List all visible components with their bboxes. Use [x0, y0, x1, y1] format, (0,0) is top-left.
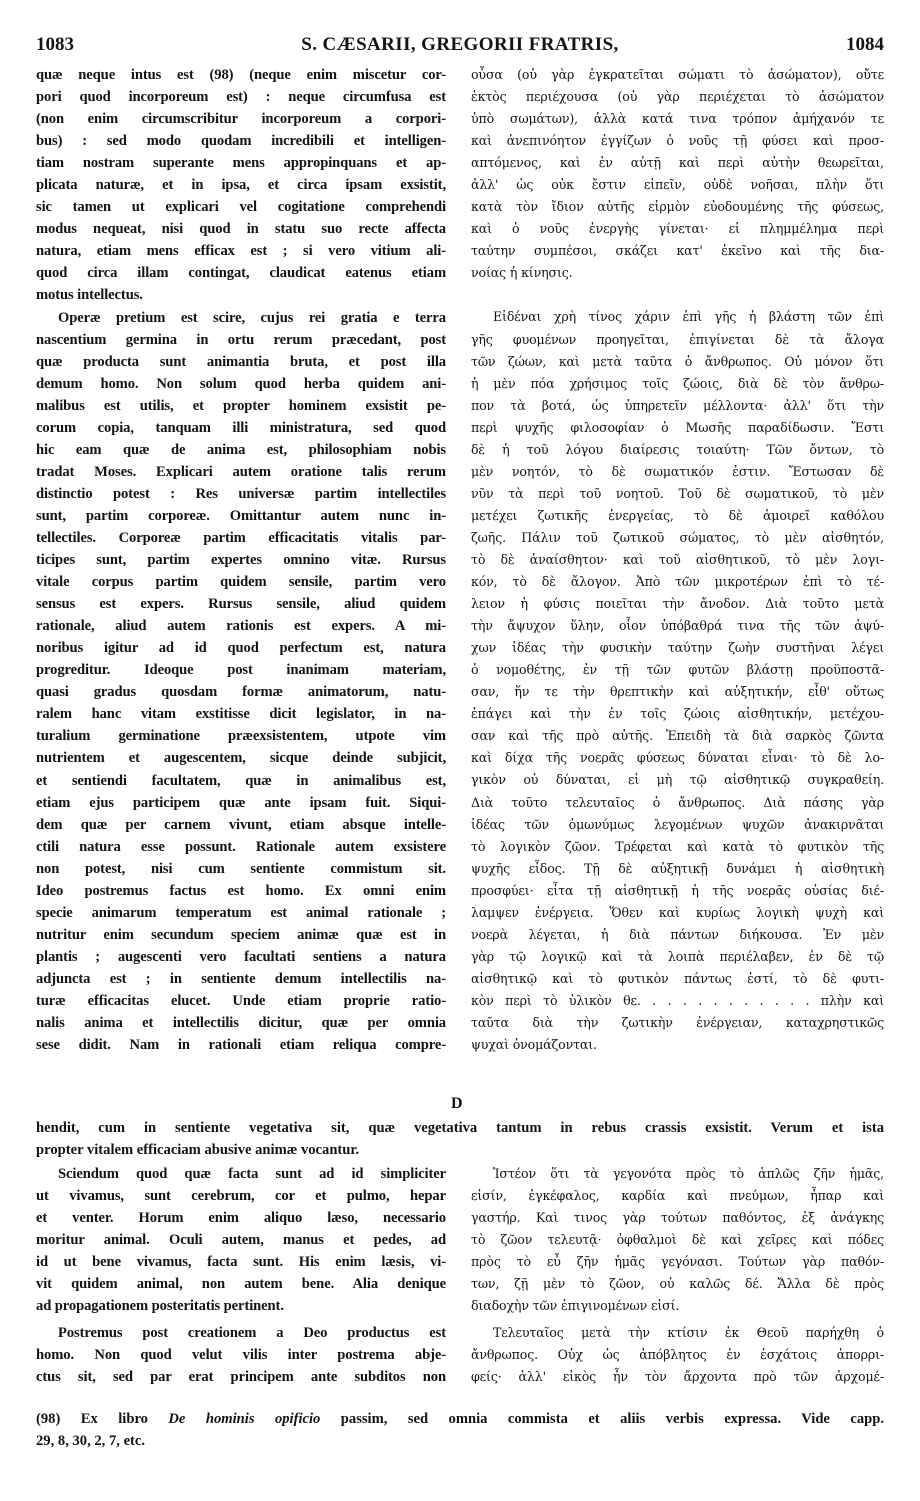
greek-line: δὲ ἡ τοῦ λόγου διαίρεσις τοιαύτη· Τῶν ὄντων, τὸ [471, 441, 884, 457]
latin-line: ut vivamus, sunt cerebrum, cor et pulmo, hepar [36, 1188, 446, 1205]
greek-line: νῦν τὰ περὶ τοῦ νοητοῦ. Τοῦ δὲ σωματικοῦ, τὸ μὲν [471, 485, 884, 501]
greek-line: ψυχαὶ ὀνομάζονται. [471, 1037, 597, 1053]
latin-line: nutrientem et augescentem, sicque deinde subjicit, [36, 750, 446, 767]
greek-line: ὑπὸ σωμάτων), ἀλλὰ κατά τινα τρόπον ἀμήχανόν τε [471, 111, 884, 127]
footnote-text-a: (98) Ex libro [36, 1411, 169, 1427]
latin-line: ad propagationem posteritatis pertinent. [36, 1298, 284, 1315]
latin-line: plicata naturæ, et in ipsa, et circa ipsam exsistit, [36, 177, 446, 194]
greek-line: φείς· ἀλλ' εἰκὸς ἦν τὸν ἄρχοντα πρὸ τῶν ἀρχομέ- [471, 1369, 884, 1385]
footnote-book-title: De hominis opificio [168, 1411, 321, 1427]
latin-line: corum copia, tanquam illi ministratura, sed quod [36, 419, 446, 436]
greek-line: εἰσίν, ἐγκέφαλος, καρδία καὶ πνεύμων, ἧπαρ καὶ [471, 1188, 884, 1204]
latin-line: specie animarum temperatum est animal rationale ; [36, 904, 446, 921]
greek-line: τὸ δὲ ἀναίσθητον· καὶ τοῦ αἰσθητικοῦ, τὸ μὲν λογι- [471, 551, 884, 567]
latin-line: quasi gradus quosdam formæ animatorum, natu- [36, 684, 446, 701]
latin-line: Operæ pretium est scire, cujus rei gratia e terra [58, 309, 446, 326]
footnote-text-b: passim, sed omnia commista et aliis verbis expressa. Vide capp. [320, 1411, 884, 1427]
page-header [36, 34, 884, 58]
latin-line: et venter. Horum enim aliquo læso, necessario [36, 1210, 446, 1227]
latin-line: plantis ; augescenti vero facultati sentiens a natura [36, 948, 446, 965]
latin-column [36, 64, 446, 1056]
greek-line: ψυχῆς εἶδος. Τῇ δὲ αὐξητικῇ δυνάμει ἡ αἰσθητικὴ [471, 860, 884, 876]
greek-line: κὸν περὶ τὸ ὑλικὸν θε. . . . . . . . . . . . πλὴν καὶ [471, 992, 884, 1008]
greek-line: τὴν ἄψυχον ὕλην, οἷον ὑπόβαθρά τινα τῆς τῶν ἀψύ- [471, 618, 884, 634]
latin-spanning-lines [36, 1117, 884, 1161]
spanning-line: propter vitalem efficaciam abusive animæ vocantur. [36, 1142, 360, 1158]
greek-line: ἰδέας τῶν ὁμωνύμως λεγομένων ψυχῶν ἀνακιρνᾶται [471, 816, 884, 832]
latin-line: Postremus post creationem a Deo productus est [58, 1325, 446, 1342]
latin-line: tellectiles. Corporeæ partim efficacitatis vitalis par- [36, 529, 446, 546]
greek-line: ὁ νομοθέτης, ἐν τῇ τῶν φυτῶν βλάστῃ προϋποστᾶ- [471, 662, 884, 678]
latin-line: motus intellectus. [36, 287, 143, 304]
footnote-line-1 [36, 1408, 884, 1430]
greek-line: τῶν ζώων, καὶ μετὰ ταῦτα ὁ ἄνθρωπος. Οὐ μόνον ὅτι [471, 353, 884, 369]
footnote-line-2: 29, 8, 30, 2, 7, etc. [36, 1433, 146, 1449]
greek-line: των, ζῇ μὲν τὸ ζῶον, οὐ καλῶς δέ. Ἄλλα δὲ πρὸς [471, 1276, 884, 1292]
latin-line: tradat Moses. Explicari autem oratione talis rerum [36, 463, 446, 480]
latin-line: vitale corpus partim quidem sensile, partim vero [36, 574, 446, 591]
latin-line: noribus igitur ad id quod perfectum est, natura [36, 640, 446, 657]
greek-line: λειον ἡ φύσις ποιεῖται τὴν ἄνοδον. Διὰ τοῦτο μετὰ [471, 596, 884, 612]
page-number-right: 1084 [846, 34, 884, 55]
greek-line: πρὸς τὸ εὖ ζῆν ἡμᾶς γεγόνασι. Τούτων γὰρ παθόν- [471, 1254, 884, 1270]
latin-line: quod circa illam contingat, claudicat eatenus etiam [36, 265, 446, 282]
greek-line: ζωῆς. Πάλιν τοῦ ζωτικοῦ σώματος, τὸ μὲν αἰσθητόν, [471, 529, 884, 545]
greek-line: Τελευταῖος μετὰ τὴν κτίσιν ἐκ Θεοῦ παρήχθη ὁ [493, 1325, 884, 1341]
latin-line: homo. Non quod velut vilis inter postrema abje- [36, 1347, 446, 1364]
latin-line: et sentiendi facultatem, quæ in animalibus est, [36, 772, 446, 789]
latin-line: quæ producta sunt animantia bruta, et post illa [36, 353, 446, 370]
greek-line: προσφύει· εἶτα τῇ αἰσθητικῇ ἡ τῆς νοερᾶς οὐσίας διέ- [471, 882, 884, 898]
greek-line: περὶ ψυχῆς φιλοσοφίαν ὁ Μωσῆς παραδίδωσιν. Ἔστι [471, 419, 884, 435]
latin-line: natura, etiam mens efficax est ; si vero vitium ali- [36, 243, 446, 260]
latin-line: non potest, nisi cum sentiente commistum sit. [36, 860, 446, 877]
greek-lower-block [471, 1163, 884, 1388]
margin-marker: D [451, 1095, 463, 1112]
greek-line: Ἰστέον ὅτι τὰ γεγονότα πρὸς τὸ ἁπλῶς ζῆν ἡμᾶς, [493, 1166, 884, 1181]
greek-line: γικὸν οὐ δύναται, εἰ μὴ τῷ αἰσθητικῷ συγκραθείη. [471, 772, 884, 788]
greek-line: οὖσα (οὐ γὰρ ἐγκρατεῖται σώματι τὸ ἀσώματον), οὔτε [471, 67, 884, 82]
running-title: S. CÆSARII, GREGORII FRATRIS, [301, 34, 619, 55]
latin-line: sensus est expers. Rursus sensile, aliud quidem [36, 596, 446, 613]
greek-line: απτόμενος, καὶ ἐν αὐτῇ καὶ περὶ αὐτὴν θεωρεῖται, [471, 155, 884, 171]
latin-line: id ut bene vivamus, facta sunt. His enim læsis, vi- [36, 1254, 446, 1271]
latin-line: modus nequeat, nisi quod in statu suo recte affecta [36, 221, 446, 238]
latin-line: (non enim circumscribitur incorporeum a corpori- [36, 111, 446, 128]
greek-line: μὲν νοητόν, τὸ δὲ σωματικόν ἐστιν. Ἔστωσαν δὲ [471, 463, 884, 479]
greek-column [471, 64, 884, 1056]
greek-line: σαν, ἥν τε τὴν θρεπτικὴν καὶ αὐξητικήν, εἶθ' οὕτως [471, 684, 884, 700]
greek-line: τὸ λογικὸν ζῶον. Τρέφεται καὶ κατὰ τὸ φυτικὸν τῆς [471, 838, 884, 854]
greek-line: ταῦτα διὰ τὴν ζωτικὴν ἐνέργειαν, καταχρηστικῶς [471, 1014, 884, 1030]
latin-line: tiam nostram superante mens appropinquans et ap- [36, 155, 446, 172]
greek-line: πον τὰ βοτά, ὡς ὑπηρετεῖν μέλλοντα· ἀλλ' ὅτι τὴν [471, 397, 884, 413]
greek-line: λαμψεν ἐνέργεια. Ὅθεν καὶ κυρίως λογικὴ ψυχὴ καὶ [471, 904, 884, 920]
latin-line: moritur animal. Oculi autem, manus et pedes, ad [36, 1232, 446, 1249]
greek-line: ἀλλ' ὡς οὐκ ἔστιν εἰπεῖν, οὐδὲ νοῆσαι, πλὴν ὅτι [471, 177, 884, 193]
latin-line: rationale, aliud autem rationis est expers. A mi- [36, 618, 446, 635]
latin-line: Ideo postremus factus est homo. Ex omni enim [36, 882, 446, 899]
latin-line: demum homo. Non solum quod herba quidem ani- [36, 375, 446, 392]
greek-line: γὰρ τῷ λογικῷ καὶ τὰ λοιπὰ περιέλαβεν, ἐν δὲ τῷ [471, 948, 884, 964]
latin-line: nutritur enim secundum speciem animæ quæ est in [36, 926, 446, 943]
footnote [36, 1408, 884, 1452]
latin-line: ralem hanc vitam exstitisse dicit legislator, in na- [36, 706, 446, 723]
latin-line: hic eam quæ de anima est, philosophiam nobis [36, 441, 446, 458]
greek-line: κόν, τὸ δὲ ἄλογον. Ἀπὸ τῶν μικροτέρων ἐπὶ τὸ τέ- [471, 574, 884, 590]
latin-line: distinctio potest : Res universæ partim intellectiles [36, 485, 446, 502]
latin-line: ctili natura esse possunt. Rationale autem exsistere [36, 838, 446, 855]
greek-line: ἐκτὸς περιέχουσα (οὐ γὰρ περιέχεται τὸ ἀσώματον [471, 89, 884, 105]
page-number-left: 1083 [36, 34, 74, 55]
latin-line: nascentium germina in ortu rerum præcedant, post [36, 331, 446, 348]
greek-line: μετέχει ζωτικῆς ἐνεργείας, τὸ δὲ ἀμοιρεῖ καθόλου [471, 507, 884, 523]
latin-line: ticipes sunt, partim expertes omnino vitæ. Rursus [36, 552, 446, 569]
greek-line: ἄνθρωπος. Οὐχ ὡς ἀπόβλητος ἐν ἐσχάτοις ἀπορρι- [471, 1347, 884, 1363]
greek-line: ἐπάγει καὶ τὴν ἐν τοῖς ζώοις αἰσθητικήν, μετέχου- [471, 706, 884, 722]
greek-line: γῆς φυομένων προηγεῖται, ἐπιγίνεται δὲ τὰ ἄλογα [471, 331, 884, 347]
latin-line: turæ efficacitas elucet. Unde etiam proprie ratio- [36, 992, 446, 1009]
greek-line: τὸ ζῶον τελευτᾷ· ὀφθαλμοὶ δὲ καὶ χεῖρες καὶ πόδες [471, 1232, 884, 1248]
greek-line: νοίας ἡ κίνησις. [471, 265, 573, 281]
greek-line: καὶ ὁ νοῦς ἐνεργὴς γίνεται· εἰ πλημμέλημα περὶ [471, 221, 884, 237]
latin-line: quæ neque intus est (98) (neque enim miscetur cor- [36, 67, 446, 83]
greek-line: γαστήρ. Καὶ τινος γὰρ τούτων παθόντος, ἐξ ἀνάγκης [471, 1210, 884, 1226]
latin-line: bus) : sed modo quodam incredibili et intelligen- [36, 133, 446, 150]
latin-line: sunt, partim corporeæ. Omittantur autem nunc in- [36, 507, 446, 524]
greek-line: διαδοχὴν τῶν ἐπιγινομένων εἰσί. [471, 1298, 680, 1314]
latin-line: ctus sit, sed par erat principem ante subditos non [36, 1369, 446, 1386]
greek-line: αἰσθητικῷ καὶ τὸ φυτικὸν πάντως ἐστί, τὸ δὲ φυτι- [471, 970, 884, 986]
latin-line: Sciendum quod quæ facta sunt ad id simpliciter [58, 1166, 446, 1182]
greek-line: ἡ μὲν πόα χρήσιμος τοῖς ζώοις, διὰ δὲ τὸν ἄνθρω- [471, 375, 884, 391]
greek-line: χων ἰδέας τὴν φυσικὴν ταύτην ζωὴν συστῆναι λέγει [471, 640, 884, 656]
latin-line: etiam ejus participem quæ ante ipsam fuit. Siqui- [36, 794, 446, 811]
latin-line: pori quod incorporeum est) : neque circumfusa est [36, 89, 446, 106]
latin-lower-block [36, 1163, 446, 1388]
greek-line: ταύτην συμπέσοι, σκάζει κατ' ἐκεῖνο καὶ τῆς δια- [471, 243, 884, 259]
latin-line: nalis anima et intellectilis dicitur, quæ per omnia [36, 1015, 446, 1032]
latin-line: sese didit. Nam in rationali etiam reliqua compre- [36, 1037, 446, 1054]
greek-line: καὶ δίχα τῆς νοερᾶς φύσεως δύναται εἶναι· τὸ δὲ λο- [471, 750, 884, 766]
latin-line: dem quæ per carnem vivunt, etiam absque intelle- [36, 816, 446, 833]
paragraph-gap [471, 284, 884, 306]
latin-line: vit quidem animal, non autem bene. Alia denique [36, 1276, 446, 1293]
spanning-line: hendit, cum in sentiente vegetativa sit, quæ vegetativa tantum in rebus crassis exsistit. Verum et ista [36, 1120, 884, 1136]
greek-line: καὶ ἀνεπινόητον ἐγγίζων ὁ νοῦς τῇ φύσει καὶ προσ- [471, 133, 884, 149]
latin-line: turalium germinatione præexsistentem, utpote vim [36, 728, 446, 745]
latin-line: progreditur. Ideoque post inanimam materiam, [36, 662, 446, 679]
greek-line: κατὰ τὸν ἴδιον αὐτῆς εἱρμὸν εὐοδουμένης τῆς φύσεως, [471, 199, 884, 215]
greek-line: Εἰδέναι χρὴ τίνος χάριν ἐπὶ γῆς ἡ βλάστη τῶν ἐπὶ [493, 309, 884, 325]
latin-line: malibus est utilis, et propter hominem exsistit pe- [36, 397, 446, 414]
latin-line: sic tamen ut explicari vel cogitatione comprehendi [36, 199, 446, 216]
greek-line: σαν καὶ τῆς πρὸ αὐτῆς. Ἐπειδὴ τὰ διὰ σαρκὸς ζῶντα [471, 728, 884, 744]
greek-line: Διὰ τοῦτο τελευταῖος ὁ ἄνθρωπος. Διὰ πάσης γὰρ [471, 794, 884, 810]
latin-line: adjuncta est ; in sentiente demum intellectilis na- [36, 970, 446, 987]
greek-line: νοερὰ λέγεται, ἡ διὰ πάντων διήκουσα. Ἐν μὲν [471, 926, 884, 942]
